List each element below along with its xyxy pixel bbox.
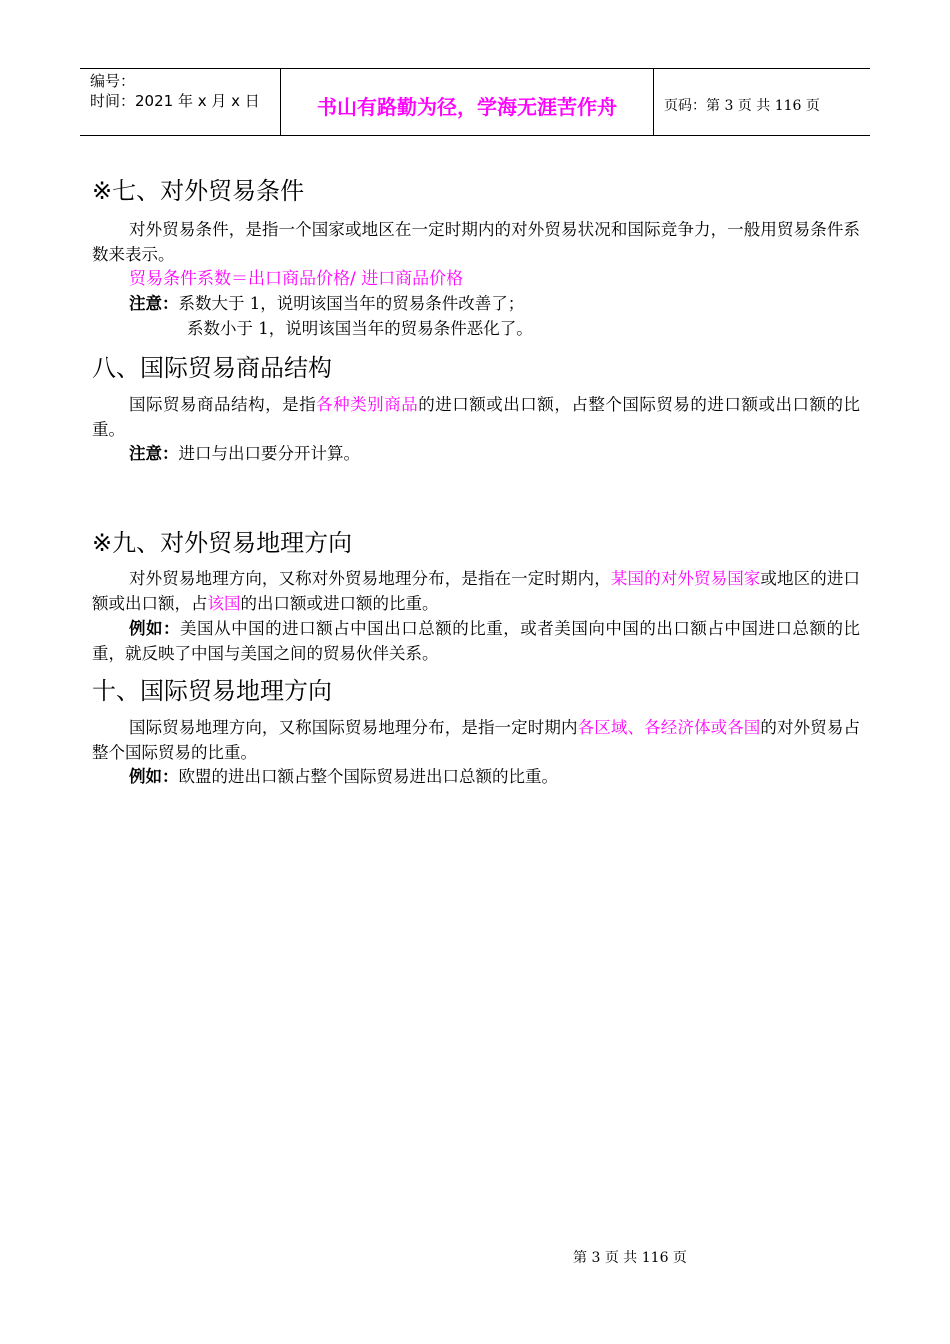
section-title-8: 八、国际贸易商品结构 <box>92 354 332 382</box>
footer-page-number: 第 3 页 共 116 页 <box>573 1250 687 1266</box>
section-7-note-2: 系数小于 1，说明该国当年的贸易条件恶化了。 <box>187 319 533 338</box>
example-label: 例如： <box>129 767 179 786</box>
section-title-7: ※七、对外贸易条件 <box>92 177 305 205</box>
highlighted-text: 各区域、各经济体或各国 <box>577 718 761 737</box>
section-10-paragraph <box>92 716 860 765</box>
example-text: 美国从中国的进口额占中国出口总额的比重，或者美国向中国的出口额占中国进口总额的比重，就反映了中国与美国之间的贸易伙伴关系。 <box>92 619 861 663</box>
section-7-note-1 <box>129 292 524 317</box>
terms-of-trade-formula: 贸易条件系数＝出口商品价格/ 进口商品价格 <box>129 269 464 289</box>
section-8-note <box>129 442 360 467</box>
document-date: 时间：2021 年 x 月 x 日 <box>90 92 260 110</box>
header-motto: 书山有路勤为径，学海无涯苦作舟 <box>317 94 617 119</box>
paragraph-text: 的对外贸易占整个国际贸易的比重。 <box>92 718 861 762</box>
section-10-example <box>129 765 558 790</box>
header-page-info: 页码：第 3 页 共 116 页 <box>664 97 820 114</box>
section-9-example <box>92 617 860 666</box>
note-text: 系数大于 1，说明该国当年的贸易条件改善了； <box>178 294 525 313</box>
note-label: 注意： <box>129 294 179 313</box>
paragraph-text: 国际贸易商品结构，是指 <box>129 395 317 414</box>
highlighted-text: 该国 <box>207 593 241 613</box>
example-label: 例如： <box>129 619 181 638</box>
highlighted-text: 某国的对外贸易国家 <box>610 569 761 588</box>
paragraph-text: 或地区的进口额或出口额，占 <box>92 569 861 613</box>
header-motto-cell <box>280 69 654 135</box>
note-text: 进口与出口要分开计算。 <box>178 444 360 463</box>
paragraph-text: 的出口额或进口额的比重。 <box>240 593 439 613</box>
example-text: 欧盟的进出口额占整个国际贸易进出口总额的比重。 <box>178 767 558 786</box>
paragraph-text: 对外贸易地理方向，又称对外贸易地理分布，是指在一定时期内， <box>129 569 611 588</box>
section-title-9: ※九、对外贸易地理方向 <box>92 529 353 557</box>
paragraph-text: 的进口额或出口额，占整个国际贸易的进口额或出口额的比重。 <box>92 395 861 439</box>
section-8-paragraph <box>92 393 860 442</box>
section-7-paragraph: 对外贸易条件，是指一个国家或地区在一定时期内的对外贸易状况和国际竞争力，一般用贸易条件系数来表示。 <box>92 220 860 264</box>
section-title-10: 十、国际贸易地理方向 <box>92 677 332 705</box>
document-number-label: 编号： <box>90 72 136 90</box>
page-header <box>80 68 870 136</box>
page-footer <box>0 1247 950 1267</box>
note-label: 注意： <box>129 444 179 463</box>
highlighted-text: 各种类别商品 <box>316 395 419 414</box>
section-9-paragraph <box>92 567 860 616</box>
paragraph-text: 国际贸易地理方向，又称国际贸易地理分布，是指一定时期内 <box>129 718 578 737</box>
header-meta <box>80 69 280 135</box>
